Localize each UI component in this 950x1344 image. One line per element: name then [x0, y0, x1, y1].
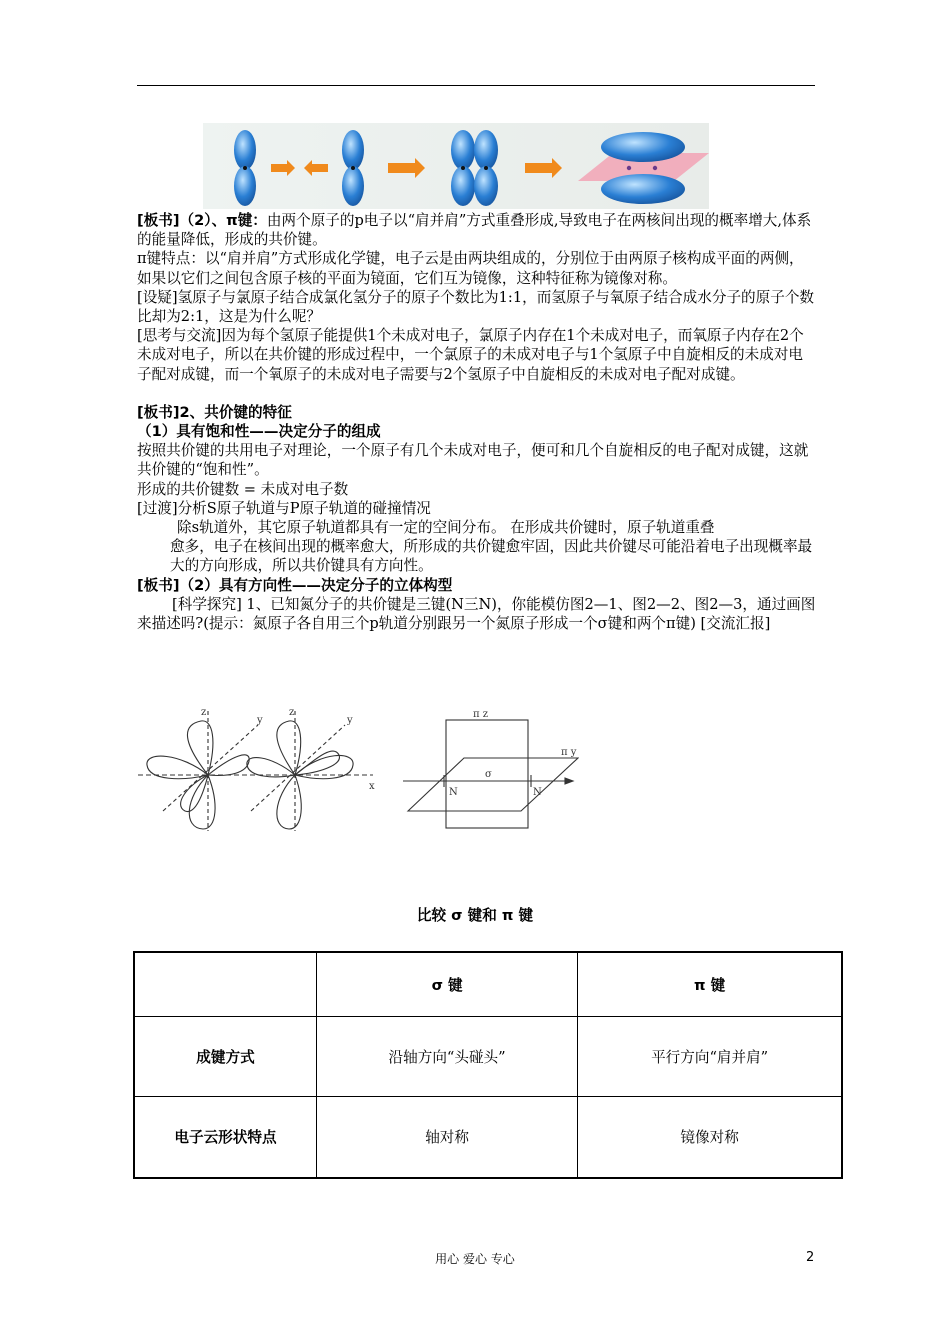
axis-label-x: x	[369, 781, 375, 792]
header-rule	[137, 85, 815, 86]
sigma-pi-comparison-table	[133, 951, 843, 1179]
direction-paragraph-line1: 除s轨道外，其它原子轨道都具有一定的空间分布。 在形成共价键时，原子轨道重叠	[177, 519, 715, 537]
nitrogen-orbital-figure	[133, 703, 579, 835]
body-text	[137, 211, 817, 633]
table-cell: 沿轴方向“头碰头”	[316, 1016, 577, 1096]
pi-bond-formation-figure	[203, 123, 709, 209]
subheading-saturation: （1）具有饱和性——决定分子的组成	[137, 423, 381, 441]
table-caption: 比较 σ 键和 π 键	[416, 907, 534, 924]
table-cell: 平行方向“肩并肩”	[578, 1016, 842, 1096]
bond-count-equation: 形成的共价键数 = 未成对电子数	[137, 480, 349, 498]
saturation-paragraph: 按照共价键的共用电子对理论，一个原子有几个未成对电子，便可和几个自旋相反的电子配对成键，这就共价键的“饱和性”。	[137, 442, 809, 479]
discussion-paragraph: [思考与交流]因为每个氢原子能提供1个未成对电子，氯原子内存在1个未成对电子，而氧原子内存在2个未成对电子，所以在共价键的形成过程中，一个氯原子的未成对电子与1个氢原子中自旋相反的未成对电子配对成键，而一个氧原子的未成对电子需要与2个氢原子中自旋相反的未成对电子配对成键。	[137, 327, 804, 383]
table-row	[134, 1016, 842, 1096]
table-row-label: 电子云形状特点	[134, 1096, 316, 1178]
science-inquiry-paragraph: [科学探究] 1、已知氮分子的共价键是三键(N三N)，你能模仿图2—1、图2—2、图2—3，通过画图来描述吗?(提示：氮原子各自用三个p轨道分别跟另一个氮原子形成一个σ键和两个π键) [交流汇报]	[137, 595, 816, 633]
table-row-label: 成键方式	[134, 1016, 316, 1096]
table-header-cell: σ 键	[316, 952, 577, 1016]
page-number: 2	[806, 1250, 815, 1265]
page-footer: 用心 爱心 专心	[435, 1252, 515, 1266]
direction-paragraph-rest: 愈多，电子在核间出现的概率愈大，所形成的共价键愈牢固，因此共价键尽可能沿着电子出现概率最大的方向形成，所以共价键具有方向性。	[170, 538, 813, 575]
nitrogen-label-left: N	[449, 787, 458, 798]
pi-bond-definition: 由两个原子的p电子以“肩并肩”方式重叠形成,导致电子在两核间出现的概率增大,体系的能量降低，形成的共价键。	[137, 212, 812, 249]
board-note-pi-bond: [板书]（2）、π键：	[137, 212, 267, 229]
section-heading-features: [板书]2、共价键的特征	[137, 403, 292, 421]
table-header-cell	[134, 952, 316, 1016]
nitrogen-label-right: N	[533, 787, 542, 798]
sigma-label: σ	[485, 769, 492, 780]
table-row	[134, 1096, 842, 1178]
pi-z-label: π z	[473, 709, 489, 720]
axis-label-z: z	[201, 707, 207, 718]
axis-label-y: y	[257, 715, 263, 726]
table-header-row	[134, 952, 842, 1016]
transition-paragraph: [过渡]分析S原子轨道与P原子轨道的碰撞情况	[137, 499, 431, 517]
table-cell: 镜像对称	[578, 1096, 842, 1178]
pi-y-label: π y	[561, 747, 577, 758]
table-header-cell: π 键	[578, 952, 842, 1016]
subheading-direction: [板书]（2）具有方向性——决定分子的立体构型	[137, 576, 453, 594]
axis-label-z-2: z	[289, 707, 295, 718]
table-cell: 轴对称	[316, 1096, 577, 1178]
pi-bond-feature: π键特点：以“肩并肩”方式形成化学键，电子云是由两块组成的，分别位于由两原子核构成平面的两侧，如果以它们之间包含原子核的平面为镜面，它们互为镜像，这种特征称为镜像对称。	[137, 250, 804, 287]
question-paragraph: [设疑]氢原子与氯原子结合成氯化氢分子的原子个数比为1:1，而氢原子与氧原子结合成水分子的原子个数比却为2:1，这是为什么呢？	[137, 288, 815, 326]
axis-label-y-2: y	[347, 715, 353, 726]
